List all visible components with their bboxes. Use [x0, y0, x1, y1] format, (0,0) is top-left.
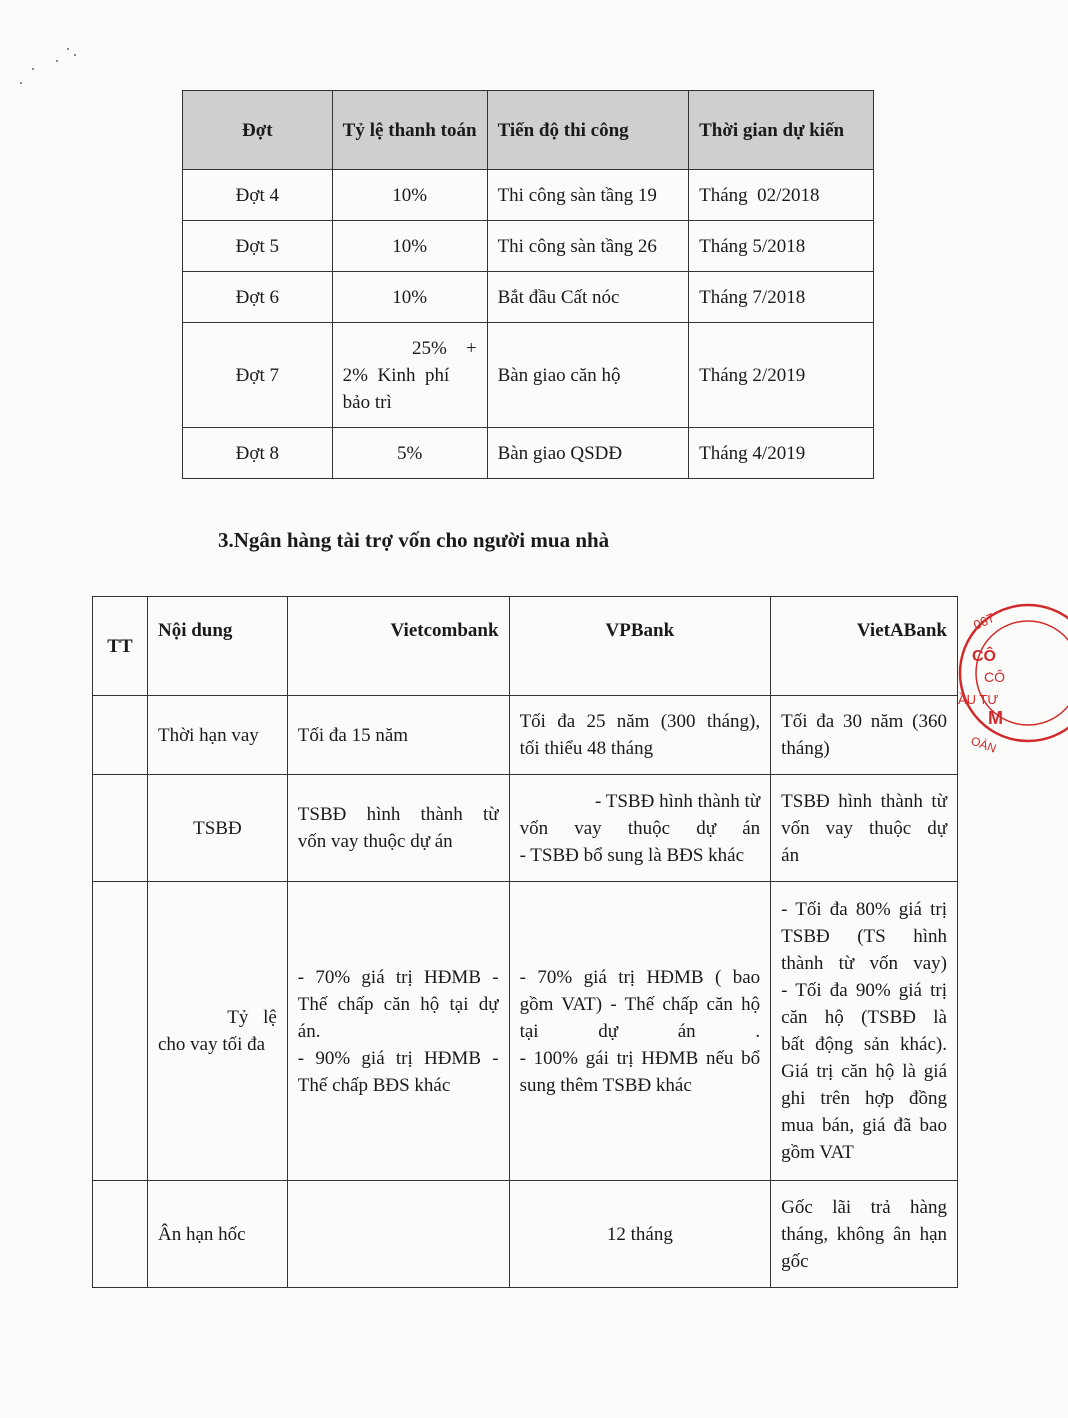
cell-tt [93, 775, 148, 882]
bank-financing-table [92, 596, 958, 1288]
cell-ty-le: 5% [332, 428, 487, 479]
text-line: vốn vay thuộc dự [781, 817, 947, 839]
text-line: - 70% giá trị HĐMB ( bao [519, 966, 761, 988]
company-seal-stamp [948, 598, 1068, 756]
text-line: căn hộ (TSBĐ là [781, 1007, 947, 1028]
cell-noi-dung: Thời hạn vay [147, 696, 287, 775]
text-line: sung thêm TSBĐ khác [519, 1074, 692, 1096]
text-line: Thế chấp BĐS khác [297, 1074, 451, 1096]
table-row [93, 1181, 958, 1288]
cell-thoi-gian: Tháng 02/2018 [689, 170, 874, 221]
cell-ty-le: 10% [332, 221, 487, 272]
text-line: mua bán, giá đã bao [781, 1115, 947, 1136]
cell-tien-do: Bàn giao căn hộ [487, 323, 689, 428]
text-line: cho vay tối đa [157, 1034, 266, 1055]
svg-text:067: 067 [970, 609, 997, 633]
text-line: - TSBĐ bổ sung là BĐS khác [519, 844, 745, 866]
text-line: Giá trị căn hộ là giá [781, 1061, 947, 1082]
text-line: gồm VAT) - Thế chấp căn hộ [519, 993, 761, 1015]
cell-vietabank [771, 775, 958, 882]
text-line: án. [297, 1020, 321, 1042]
cell-vietcombank [287, 882, 509, 1181]
text-line: - 70% giá trị HĐMB - [297, 966, 499, 988]
cell-vietcombank [287, 775, 509, 882]
text-line: Thế chấp căn hộ tại dự [297, 993, 499, 1015]
cell-ty-le: 10% [332, 272, 487, 323]
cell-thoi-gian: Tháng 7/2018 [689, 272, 874, 323]
cell-dot: Đợt 8 [183, 428, 333, 479]
cell-tien-do: Thi công sàn tầng 19 [487, 170, 689, 221]
text-line: vốn vay thuộc dự án [297, 831, 453, 852]
cell-thoi-gian: Tháng 2/2019 [689, 323, 874, 428]
cell-dot: Đợt 4 [183, 170, 333, 221]
text-line: - 100% gái trị HĐMB nếu bổ [519, 1047, 761, 1069]
table-row [93, 696, 958, 775]
text-line: bất động sản khác). [781, 1034, 947, 1055]
table-row [183, 221, 874, 272]
text-line: TSBĐ hình thành từ [297, 804, 499, 825]
cell-noi-dung [147, 882, 287, 1181]
table-row [183, 272, 874, 323]
cell-noi-dung: Ân hạn hốc [147, 1181, 287, 1288]
header-ty-le: Tỷ lệ thanh toán [332, 91, 487, 170]
svg-text:CÔ: CÔ [972, 648, 996, 665]
payment-schedule-table [182, 90, 874, 479]
text-line: - Tối đa 80% giá trị [781, 899, 947, 920]
text-line: vốn vay thuộc dự án [519, 817, 761, 839]
section-heading: 3.Ngân hàng tài trợ vốn cho người mua nhà [218, 528, 610, 552]
table-row [93, 882, 958, 1181]
cell-dot: Đợt 6 [183, 272, 333, 323]
cell-tt [93, 882, 148, 1181]
cell-tt [93, 1181, 148, 1288]
text-line: tháng) [781, 738, 830, 759]
cell-vpbank: 12 tháng [509, 1181, 771, 1288]
cell-ty-le: 10% [332, 170, 487, 221]
cell-thoi-gian: Tháng 5/2018 [689, 221, 874, 272]
header-thoi-gian: Thời gian dự kiến [689, 91, 874, 170]
text-line: thành từ vốn vay) [781, 953, 947, 974]
text-line: tại dự án . [519, 1020, 761, 1042]
svg-text:CÔ: CÔ [984, 669, 1005, 685]
cell-thoi-gian: Tháng 4/2019 [689, 428, 874, 479]
text-line: Gốc lãi trả hàng [781, 1196, 947, 1218]
bank-header-row [93, 597, 958, 696]
text-line: gốc [781, 1250, 809, 1272]
cell-ty-le [332, 323, 487, 428]
header-noi-dung: Nội dung [147, 597, 287, 696]
cell-vietabank [771, 696, 958, 775]
text-line: ghi trên hợp đồng [781, 1088, 947, 1109]
svg-text:OÀN: OÀN [968, 733, 999, 756]
cell-vietabank [771, 882, 958, 1181]
cell-noi-dung: TSBĐ [147, 775, 287, 882]
text-line: gồm VAT [781, 1142, 854, 1163]
scan-specks [12, 40, 82, 90]
text-line: TSBĐ hình thành từ [781, 790, 947, 812]
header-vietcombank: Vietcombank [287, 597, 509, 696]
text-line: - Tối đa 90% giá trị [781, 980, 947, 1001]
table-row [183, 428, 874, 479]
cell-vietcombank [287, 1181, 509, 1288]
header-tien-do: Tiến độ thi công [487, 91, 689, 170]
text-line: án [781, 844, 800, 866]
table-row [93, 775, 958, 882]
cell-vpbank [509, 696, 771, 775]
payment-header-row [183, 91, 874, 170]
header-vpbank: VPBank [509, 597, 771, 696]
cell-tien-do: Bắt đầu Cất nóc [487, 272, 689, 323]
svg-text:ẦU TƯ: ẦU TƯ [958, 692, 999, 707]
cell-tien-do: Bàn giao QSDĐ [487, 428, 689, 479]
cell-dot: Đợt 5 [183, 221, 333, 272]
cell-vietcombank: Tối đa 15 năm [287, 696, 509, 775]
text-line: Tối đa 30 năm (360 [781, 711, 947, 732]
cell-vietabank [771, 1181, 958, 1288]
ty-le-line: 25% + [412, 337, 477, 359]
header-vietabank: VietABank [771, 597, 958, 696]
svg-text:M: M [988, 708, 1003, 728]
cell-vpbank [509, 882, 771, 1181]
text-line: tối thiểu 48 tháng [519, 738, 654, 759]
cell-dot: Đợt 7 [183, 323, 333, 428]
text-line: - 90% giá trị HĐMB - [297, 1047, 499, 1069]
text-line: TSBĐ (TS hình [781, 926, 947, 947]
cell-tt [93, 696, 148, 775]
text-line: - TSBĐ hình thành từ [595, 790, 761, 812]
table-row [183, 323, 874, 428]
header-tt: TT [93, 597, 148, 696]
text-line: tháng, không ân hạn [781, 1223, 947, 1245]
ty-le-line: bảo trì [342, 391, 392, 413]
text-line: Tối đa 25 năm (300 tháng), [519, 711, 761, 732]
text-line: Tỷ lệ [227, 1007, 277, 1028]
header-dot: Đợt [183, 91, 333, 170]
cell-tien-do: Thi công sàn tầng 26 [487, 221, 689, 272]
ty-le-line: 2% Kinh phí [342, 364, 450, 386]
table-row [183, 170, 874, 221]
cell-vpbank [509, 775, 771, 882]
